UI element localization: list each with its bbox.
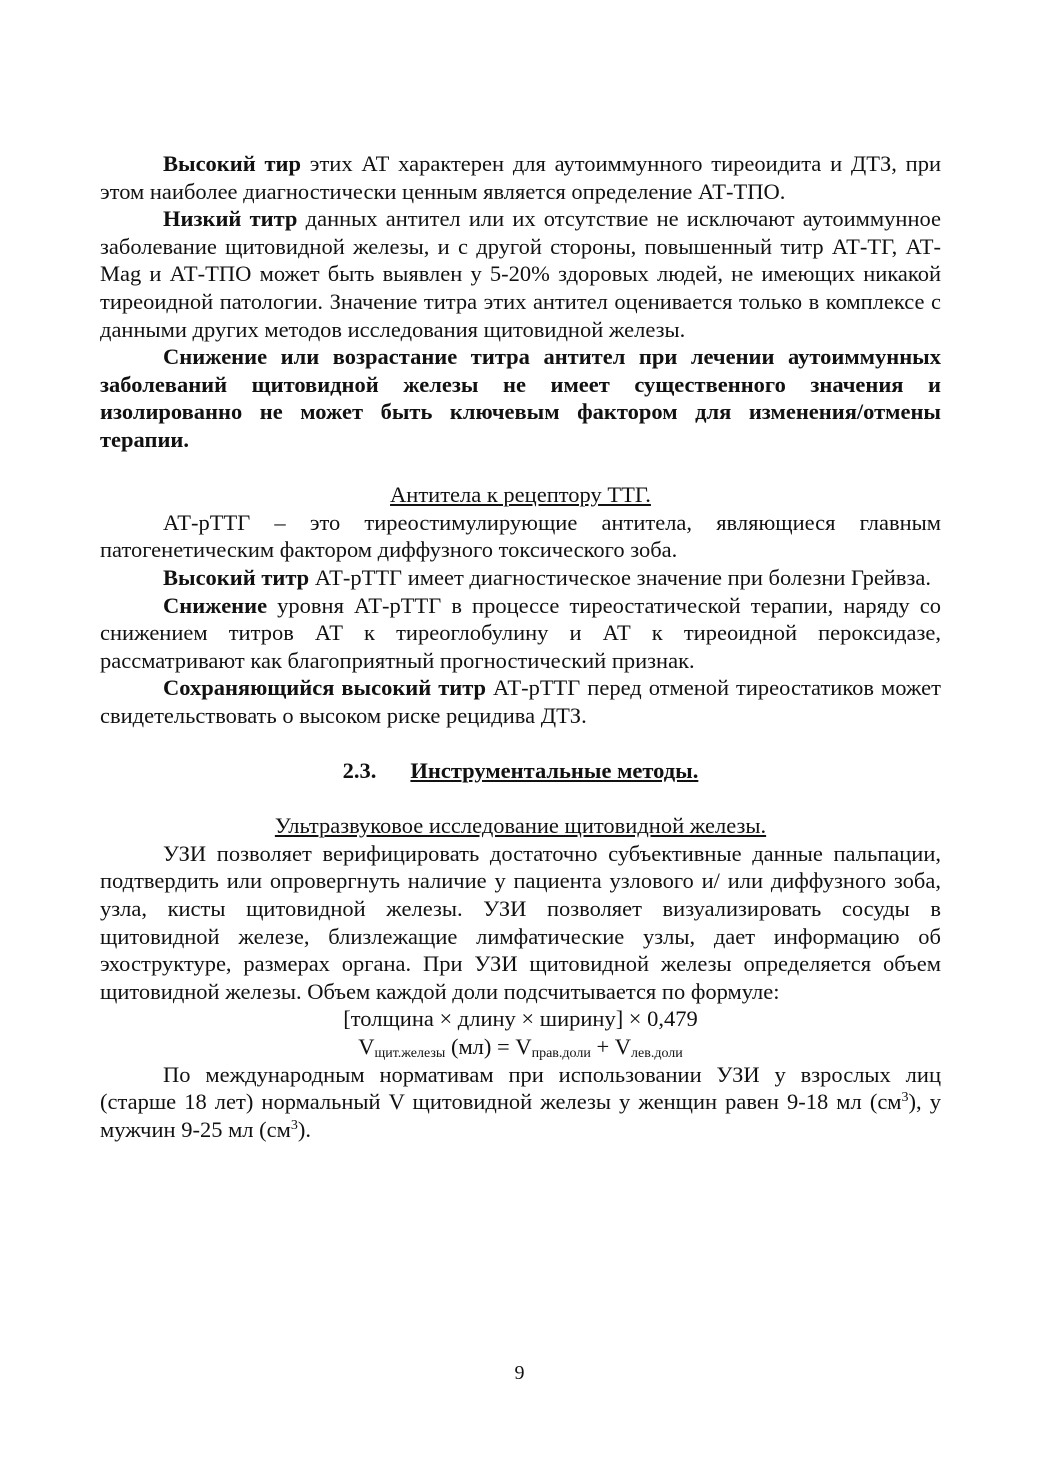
paragraph-decrease — [100, 592, 941, 675]
formula-symbol: V — [358, 1034, 375, 1059]
bold-lead: Сохраняющийся высокий титр — [163, 675, 487, 701]
section-title: Инструментальные методы. — [410, 758, 699, 784]
paragraph-persisting-titer — [100, 674, 941, 729]
bold-lead: Снижение — [163, 592, 268, 618]
paragraph-text: АТ-рТТГ имеет диагностическое значение при болезни Грейвза. — [309, 564, 932, 590]
page-body — [100, 150, 941, 1143]
page-number: 9 — [514, 1362, 525, 1384]
paragraph-high-titer — [100, 150, 941, 205]
spacer — [100, 785, 941, 813]
subheading-tsh-receptor-antibodies — [100, 481, 941, 509]
formula-total-volume — [100, 1033, 941, 1061]
paragraph-norms — [100, 1061, 941, 1144]
formula-part: + V — [590, 1034, 632, 1059]
spacer — [100, 729, 941, 757]
section-heading — [100, 757, 941, 785]
paragraph-text: данных антител или их отсутствие не исключают аутоиммунное заболевание щитовидной железы, и с другой стороны, повышенный титр АТ-ТГ, АТ-Mag и АТ-ТПО может быть выявлен у 5-20% здоровых людей, не имеющих никакой тиреоидной патологии. Значение титра этих антител оценивается только в комплексе с данными других методов исследования щитовидной железы. — [100, 206, 941, 342]
paragraph-text: По международным нормативам при использовании УЗИ у взрослых лиц (старше 18 лет) нормальный V щитовидной железы у женщин равен 9-18 мл (см — [100, 1061, 941, 1115]
formula-part: (мл) = V — [445, 1034, 532, 1059]
superscript: 3 — [901, 1090, 909, 1106]
paragraph-high-titer-graves — [100, 564, 941, 592]
superscript: 3 — [290, 1117, 298, 1133]
bold-lead: Высокий титр — [163, 564, 310, 590]
formula-subscript: лев.доли — [631, 1046, 683, 1061]
paragraph-ultrasound: УЗИ позволяет верифицировать достаточно субъективные данные пальпации, подтвердить или опровергнуть наличие у пациента узлового и/ или диффузного зоба, узла, кисты щитовидной железы. УЗИ позволяет визуализировать сосуды в щитовидной железе, близлежащие лимфатические узлы, дает информацию об эхоструктуре, размерах органа. При УЗИ щитовидной железы определяется объем щитовидной железы. Объем каждой доли подсчитывается по формуле: — [100, 840, 941, 1004]
paragraph-text: этих АТ характерен для аутоиммунного тиреоидита и ДТЗ, при этом наиболее диагностически ценным является определение АТ-ТПО. — [100, 151, 941, 204]
paragraph-text: АТ-рТТГ перед отменой тиреостатиков может свидетельствовать о высоком риске рецидива ДТЗ. — [100, 675, 941, 728]
paragraph-low-titer — [100, 205, 941, 343]
formula-lobe-volume: [толщина × длину × ширину] × 0,479 — [343, 1006, 698, 1032]
paragraph-at-rttg: АТ-рТТГ – это тиреостимулирующие антитела, являющиеся главным патогенетическим фактором диффузного токсического зоба. — [100, 509, 941, 563]
subheading-ultrasound — [100, 812, 941, 840]
formula-subscript: прав.доли — [531, 1046, 591, 1061]
paragraph-text: ). — [297, 1116, 312, 1142]
section-number: 2.3. — [342, 758, 377, 784]
paragraph-text: уровня АТ-рТТГ в процессе тиреостатической терапии, наряду со снижением титров АТ к тиреоглобулину и АТ к тиреоидной пероксидазе, рассматривают как благоприятный прогностический признак. — [100, 592, 941, 673]
bold-lead: Высокий тир — [163, 151, 302, 176]
paragraph-titer-change: Снижение или возрастание титра антител при лечении аутоиммунных заболеваний щитовидной железы не имеет существенного значения и изолированно не может быть ключевым фактором для изменения/отмены терапии. — [100, 344, 941, 452]
bold-lead: Низкий титр — [163, 206, 298, 232]
subheading-text: Ультразвуковое исследование щитовидной железы. — [274, 813, 767, 839]
formula-subscript: щит.железы — [374, 1046, 446, 1061]
spacer — [100, 454, 941, 482]
subheading-text: Антитела к рецептору ТТГ. — [390, 482, 651, 508]
paragraph-text: ), у мужчин 9-25 мл (см — [100, 1089, 941, 1142]
